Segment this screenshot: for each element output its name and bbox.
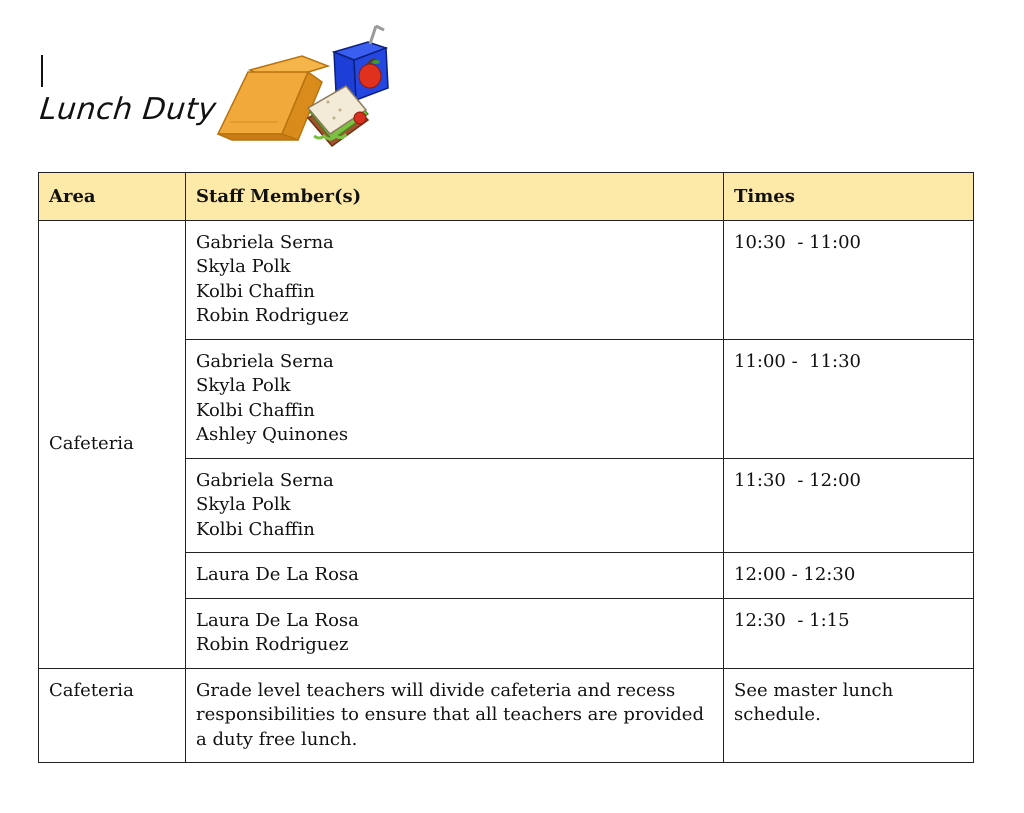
staff-cell (186, 220, 724, 339)
staff-name: Gabriela Serna (196, 231, 334, 253)
time-cell: 11:30 - 12:00 (724, 458, 974, 553)
staff-cell (186, 553, 724, 599)
staff-name: Skyla Polk (196, 494, 291, 515)
staff-cell (186, 598, 724, 668)
time-cell: See master lunch schedule. (724, 668, 974, 763)
staff-name: Robin Rodriguez (196, 305, 349, 326)
column-header-area: Area (39, 173, 186, 221)
staff-cell (186, 339, 724, 458)
staff-name: Kolbi Chaffin (196, 399, 315, 421)
document-title: Lunch Duty (38, 92, 219, 127)
staff-name: Kolbi Chaffin (196, 518, 315, 540)
area-cell: Cafeteria (39, 220, 186, 668)
staff-name: Gabriela Serna (196, 350, 334, 372)
column-header-times: Times (724, 173, 974, 221)
staff-name: Ashley Quinones (196, 424, 349, 445)
staff-cell (186, 458, 724, 553)
time-cell: 10:30 - 11:00 (724, 220, 974, 339)
staff-name: Robin Rodriguez (196, 634, 349, 655)
staff-name: Laura De La Rosa (196, 609, 359, 631)
column-header-staff: Staff Member(s) (186, 173, 724, 221)
time-cell: 12:30 - 1:15 (724, 598, 974, 668)
table-header-row (39, 173, 974, 221)
staff-cell: Grade level teachers will divide cafeteria and recess responsibilities to ensure that all teachers are provided a duty free lunch. (186, 668, 724, 763)
staff-name: Skyla Polk (196, 375, 291, 396)
area-cell: Cafeteria (39, 668, 186, 763)
staff-name: Skyla Polk (196, 256, 291, 277)
table-row (39, 220, 974, 339)
lunch-duty-table (38, 172, 974, 763)
staff-name: Gabriela Serna (196, 469, 334, 491)
table-row (39, 668, 974, 763)
text-cursor (41, 55, 43, 87)
staff-name: Kolbi Chaffin (196, 280, 315, 302)
time-cell: 12:00 - 12:30 (724, 553, 974, 599)
time-cell: 11:00 - 11:30 (724, 339, 974, 458)
staff-name: Laura De La Rosa (196, 564, 359, 585)
lunch-box-juice-sandwich-icon (210, 22, 400, 162)
